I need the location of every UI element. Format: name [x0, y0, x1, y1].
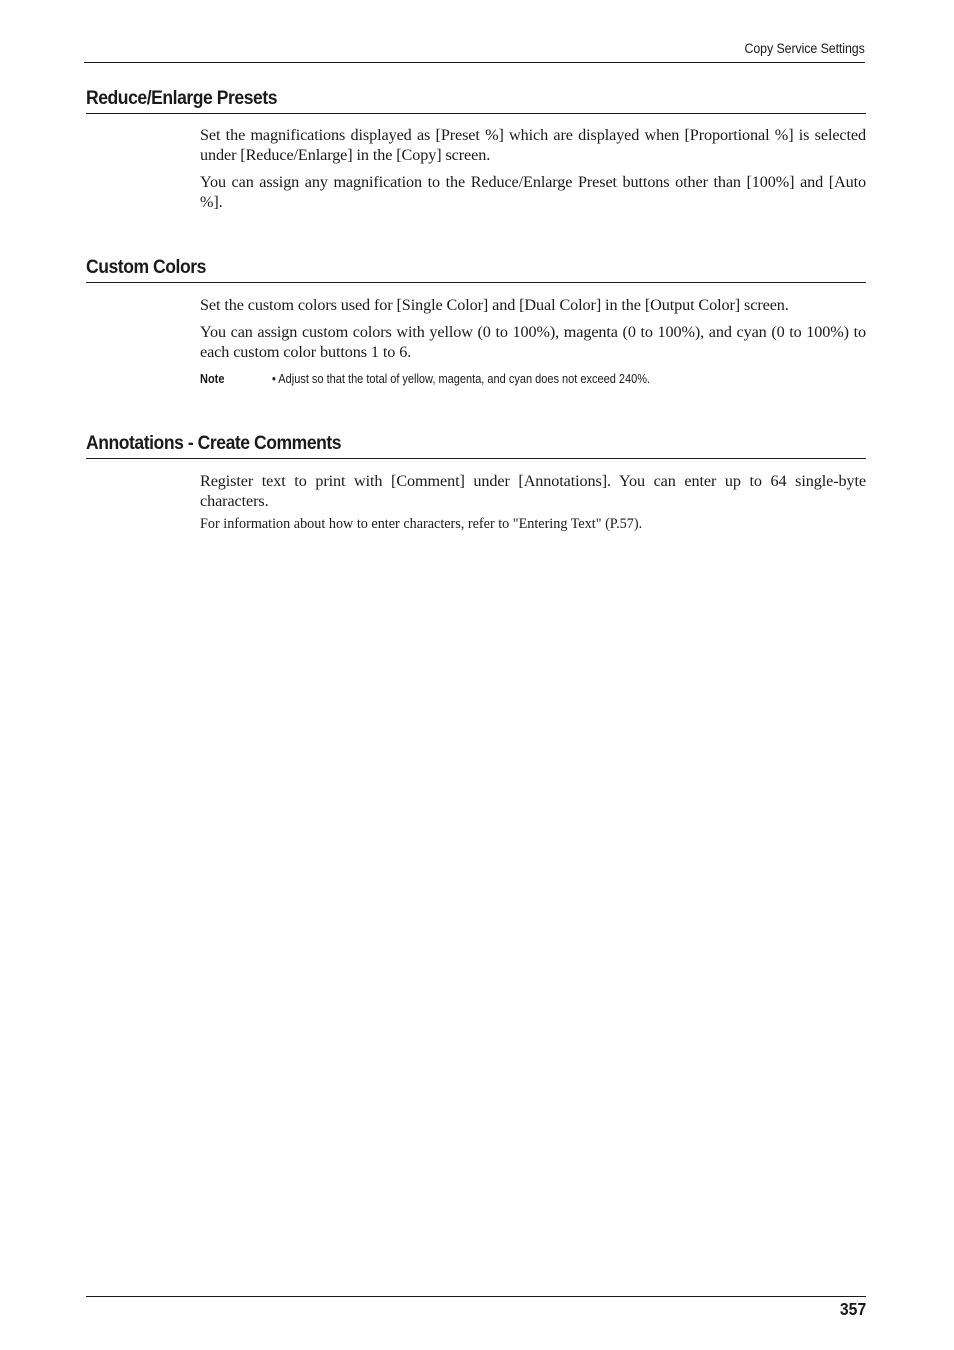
section-heading: Reduce/Enlarge Presets: [86, 87, 278, 109]
section-annotations-create-comments: [86, 431, 866, 532]
running-header: Copy Service Settings: [744, 41, 865, 56]
section-divider: [86, 458, 866, 459]
note-label: Note: [200, 372, 225, 386]
section-custom-colors: [86, 255, 866, 386]
section-reduce-enlarge-presets: [86, 86, 866, 211]
note-text: • Adjust so that the total of yellow, magenta, and cyan does not exceed 240%.: [272, 372, 651, 386]
paragraph: You can assign custom colors with yellow (0 to 100%), magenta (0 to 100%), and cyan (0 to 100%) to each custom color buttons 1 to 6.: [200, 323, 866, 361]
section-heading: Annotations - Create Comments: [86, 432, 342, 454]
paragraph: Set the custom colors used for [Single Color] and [Dual Color] in the [Output Color] screen.: [200, 296, 789, 314]
section-divider: [86, 113, 866, 114]
paragraph: Register text to print with [Comment] under [Annotations]. You can enter up to 64 single-byte characters.: [200, 472, 866, 510]
cross-reference: For information about how to enter characters, refer to "Entering Text" (P.57).: [200, 516, 643, 532]
paragraph: Set the magnifications displayed as [Preset %] which are displayed when [Proportional %] is selected under [Reduce/Enlarge] in the [Copy] screen.: [200, 126, 866, 164]
page-number: 357: [839, 1299, 866, 1319]
footer-divider: [86, 1296, 866, 1297]
section-divider: [86, 282, 866, 283]
paragraph: You can assign any magnification to the Reduce/Enlarge Preset buttons other than [100%] and [Auto %].: [200, 173, 866, 211]
header-divider: [84, 62, 865, 63]
section-heading: Custom Colors: [86, 256, 206, 278]
